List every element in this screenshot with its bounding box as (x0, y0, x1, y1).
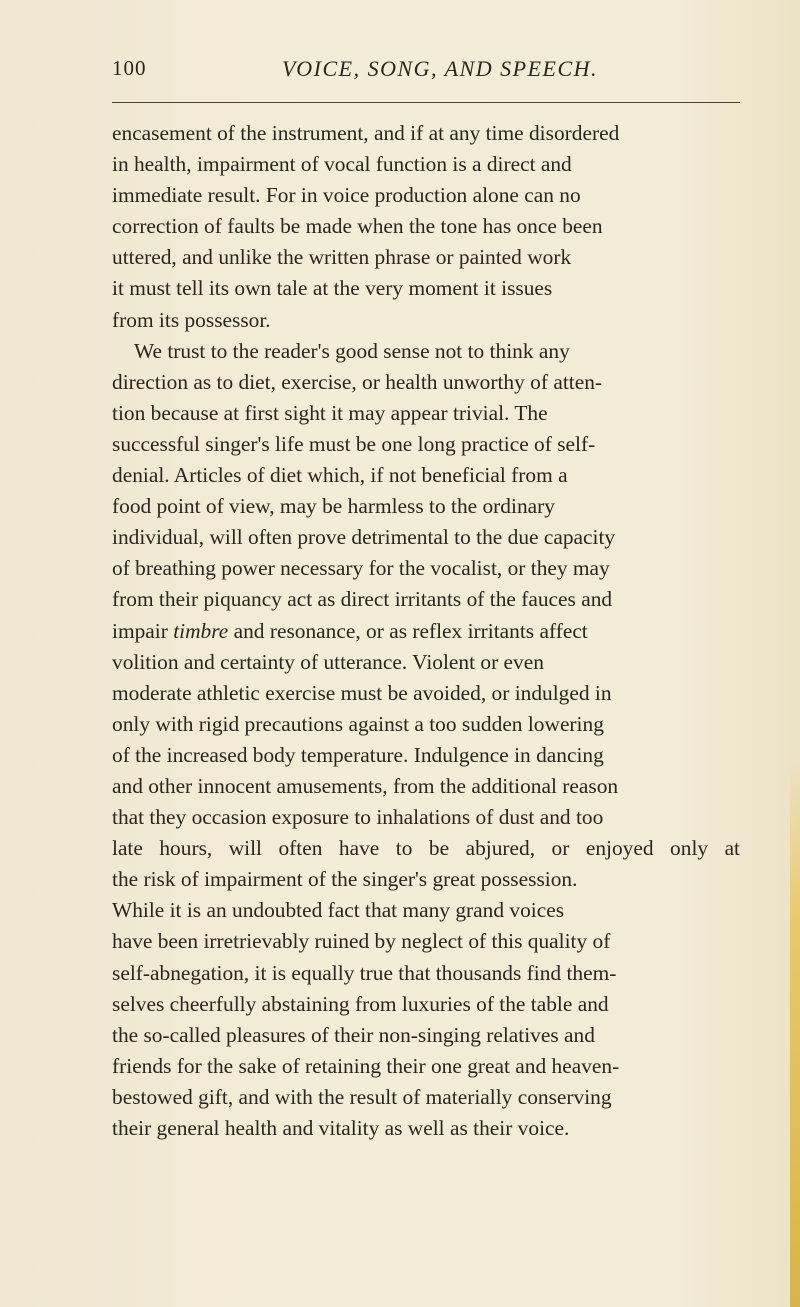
page-edge-stain (790, 760, 800, 1307)
text-line: self-abnegation, it is equally true that thousands find them- (112, 960, 617, 985)
text-line: moderate athletic exercise must be avoided, or indulged in (112, 680, 612, 705)
header-rule (112, 102, 740, 103)
text-line: successful singer's life must be one long practice of self- (112, 431, 596, 456)
text-line: bestowed gift, and with the result of materially conserving (112, 1084, 612, 1109)
text-line: it must tell its own tale at the very moment it issues (112, 276, 553, 301)
page-number: 100 (112, 56, 147, 80)
text-line: While it is an undoubted fact that many grand voices (112, 898, 565, 923)
text-line: encasement of the instrument, and if at any time disordered (112, 121, 620, 145)
text-line: direction as to diet, exercise, or health unworthy of atten- (112, 369, 603, 394)
text-line: volition and certainty of utterance. Violent or even (112, 649, 544, 674)
text-line: in health, impairment of vocal function is a direct and (112, 152, 572, 177)
text-line: friends for the sake of retaining their one great and heaven- (112, 1053, 620, 1078)
page-header (112, 56, 742, 96)
text-line: uttered, and unlike the written phrase or painted work (112, 245, 572, 270)
text-line: selves cheerfully abstaining from luxuries of the table and (112, 991, 609, 1016)
text-line: have been irretrievably ruined by neglect of this quality of (112, 929, 611, 954)
text-line: their general health and vitality as well as their voice. (112, 1116, 570, 1140)
text-line: the so-called pleasures of their non-singing relatives and (112, 1022, 595, 1047)
body-text (112, 118, 752, 1144)
text-line: impair timbre and resonance, or as reflex irritants affect (112, 618, 588, 643)
running-head: VOICE, SONG, AND SPEECH. (282, 56, 599, 81)
text-line: of breathing power necessary for the vocalist, or they may (112, 556, 610, 581)
text-line: late hours, will often have to be abjured, or enjoyed only at (112, 836, 740, 861)
text-line: food point of view, may be harmless to the ordinary (112, 494, 555, 519)
text-line: and other innocent amusements, from the additional reason (112, 773, 619, 798)
text-line: the risk of impairment of the singer's great possession. (112, 867, 578, 892)
text-line: correction of faults be made when the tone has once been (112, 214, 603, 239)
text-line: individual, will often prove detrimental to the due capacity (112, 525, 616, 550)
text-line: We trust to the reader's good sense not to think any (134, 338, 570, 363)
text-line: of the increased body temperature. Indulgence in dancing (112, 742, 604, 767)
text-line: from its possessor. (112, 307, 271, 332)
text-line: denial. Articles of diet which, if not beneficial from a (112, 463, 568, 488)
text-line: tion because at first sight it may appear trivial. The (112, 400, 548, 425)
text-line: from their piquancy act as direct irritants of the fauces and (112, 587, 613, 612)
text-line: only with rigid precautions against a too sudden lowering (112, 711, 604, 736)
text-line: immediate result. For in voice production alone can no (112, 183, 581, 208)
text-line: that they occasion exposure to inhalations of dust and too (112, 805, 604, 830)
